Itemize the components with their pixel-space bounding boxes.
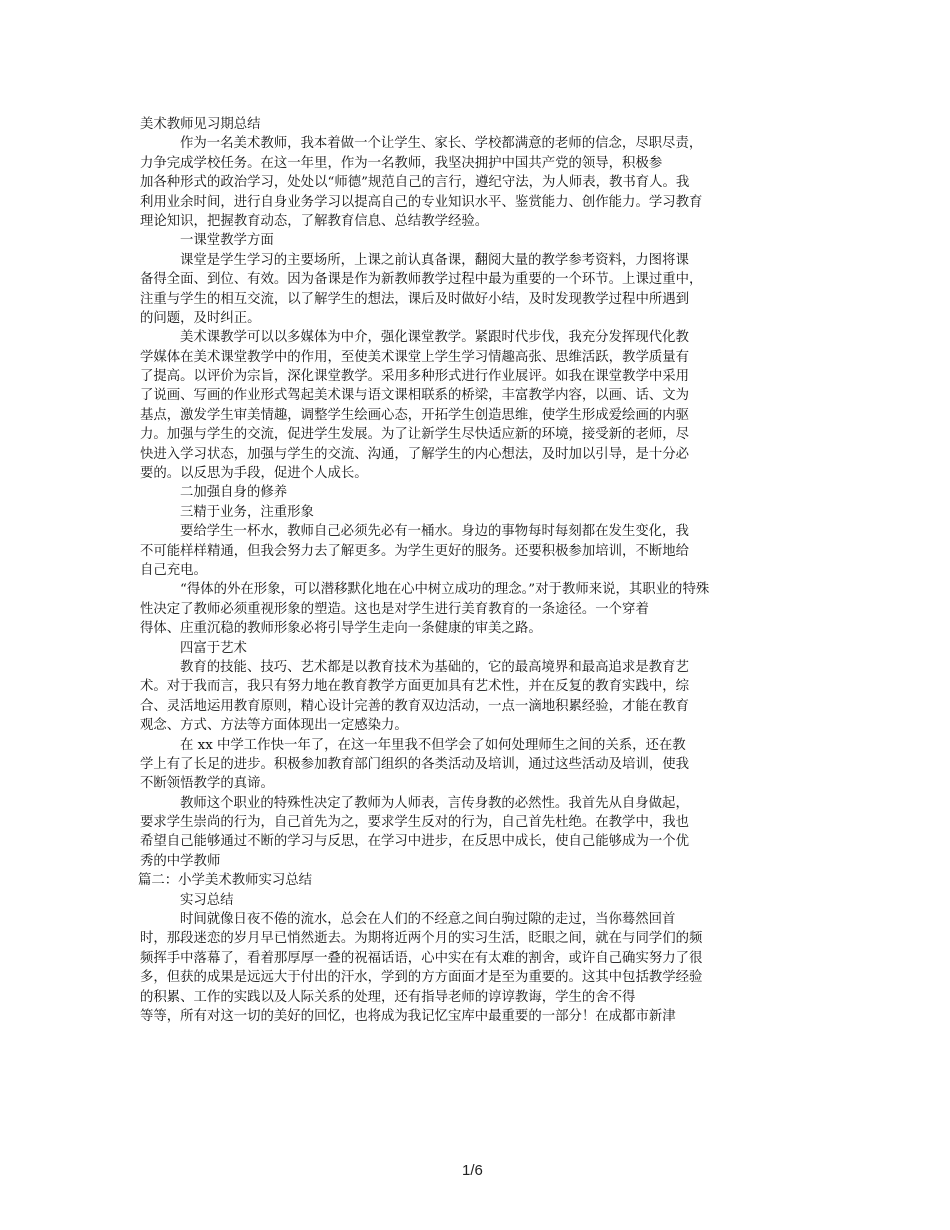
document-title: 美术教师见习期总结: [140, 117, 261, 132]
text-line: 希望自己能够通过不断的学习与反思，在学习中进步，在反思中成长，使自己能够成为一个优: [140, 834, 690, 850]
text-line: 备得全面、到位、有效。因为备课是作为新教师教学过程中最为重要的一个环节。上课过重中，: [140, 272, 703, 288]
text-line: 教师这个职业的特殊性决定了教师为人师表，言传身教的必然性。我首先从自身做起，: [180, 795, 689, 811]
text-line: 的问题，及时纠正。: [140, 310, 261, 326]
text-line: 作为一名美术教师，我本着做一个让学生、家长、学校都满意的老师的信念，尽职尽责，: [180, 136, 703, 152]
text-line: 多，但获的成果是远远大于付出的汗水，学到的方方面面才是至为重要的。这其中包括教学经验: [140, 970, 703, 986]
text-line: 秀的中学教师: [140, 853, 221, 869]
text-line: 基点，激发学生审美情趣，调整学生绘画心态，开拓学生创造思维，使学生形成爱绘画的内驱: [140, 407, 690, 423]
text-line: 不可能样样精通，但我会努力去了解更多。为学生更好的服务。还要积极参加培训，不断地给: [140, 543, 690, 559]
text-line: 学上有了长足的进步。积极参加教育部门组织的各类活动及培训，通过这些活动及培训，使我: [140, 756, 690, 772]
text-line: 二加强自身的修养: [180, 485, 288, 501]
text-line: 注重与学生的相互交流，以了解学生的想法，课后及时做好小结，及时发现教学过程中所遇到: [140, 291, 690, 307]
text-line: 要的。以反思为手段，促进个人成长。: [140, 466, 368, 482]
text-line: 要给学生一杯水，教师自己必须先必有一桶水。身边的事物每时每刻都在发生变化，我: [180, 524, 689, 540]
text-line: 时，那段迷恋的岁月早已悄然逝去。为期将近两个月的实习生活，眨眼之间，就在与同学们的频: [140, 931, 703, 947]
text-line: 力争完成学校任务。在这一年里，作为一名教师，我坚决拥护中国共产党的领导，积极参: [140, 155, 663, 171]
text-line: 四富于艺术: [180, 640, 247, 656]
text-line: 不断领悟教学的真谛。: [140, 776, 274, 792]
text-line: 三精于业务，注重形象: [180, 504, 314, 520]
text-line: 了说画、写画的作业形式驾起美术课与语文课相联系的桥梁，丰富教学内容，以画、话、文为: [140, 388, 690, 404]
text-line: 教育的技能、技巧、艺术都是以教育技术为基础的，它的最高境界和最高追求是教育艺: [180, 659, 689, 675]
text-line: 快进入学习状态，加强与学生的交流、沟通，了解学生的内心想法，及时加以引导，是十分必: [140, 446, 690, 462]
page-number: 1/6: [462, 1162, 483, 1179]
text-line: 学媒体在美术课堂教学中的作用，至使美术课堂上学生学习情趣高张、思维活跃，教学质量有: [140, 349, 690, 365]
text-line: 在 xx 中学工作快一年了，在这一年里我不但学会了如何处理师生之间的关系，还在教: [180, 737, 686, 753]
text-line: 一课堂教学方面: [180, 233, 274, 249]
text-line: 得体、庄重沉稳的教师形象必将引导学生走向一条健康的审美之路。: [140, 621, 542, 637]
text-line: 力。加强与学生的交流，促进学生发展。为了让新学生尽快适应新的环境，接受新的老师，尽: [140, 427, 690, 443]
text-line: 术。对于我而言，我只有努力地在教育教学方面更加具有艺术性，并在反复的教育实践中，综: [140, 679, 690, 695]
document-body: [140, 115, 760, 1026]
text-line: 理论知识，把握教育动态，了解教育信息、总结教学经验。: [140, 213, 489, 229]
text-line: 观念、方式、方法等方面体现出一定感染力。: [140, 718, 408, 734]
text-line: 利用业余时间，进行自身业务学习以提高自己的专业知识水平、鉴赏能力、创作能力。学习教育: [140, 194, 703, 210]
text-line: 课堂是学生学习的主要场所，上课之前认真备课，翻阅大量的教学参考资料，力图将课: [180, 252, 689, 268]
text-line: 合、灵活地运用教育原则，精心设计完善的教育双边活动，一点一滴地积累经验，才能在教育: [140, 698, 690, 714]
text-line: 自己充电。: [140, 562, 207, 578]
text-line: “得体的外在形象，可以潜移默化地在心中树立成功的理念。”对于教师来说，其职业的特殊: [180, 582, 710, 598]
text-line: 要求学生崇尚的行为，自己首先为之，要求学生反对的行为，自己首先杜绝。在教学中，我也: [140, 815, 690, 831]
text-line: 了提高。以评价为宗旨，深化课堂教学。采用多种形式进行作业展评。如我在课堂教学中采用: [140, 369, 690, 385]
text-line: 加各种形式的政治学习，处处以“师德”规范自己的言行，遵纪守法，为人师表，教书育人。我: [140, 175, 690, 191]
text-line: 频挥手中落幕了，看着那厚厚一叠的祝福话语，心中实在有太难的割舍，或许自己确实努力了很: [140, 950, 703, 966]
text-line: 等等，所有对这一切的美好的回忆，也将成为我记忆宝库中最重要的一部分！在成都市新津: [140, 1008, 676, 1024]
text-line: 实习总结: [180, 892, 234, 908]
text-line: 篇二：小学美术教师实习总结: [138, 873, 313, 889]
text-line: 美术课教学可以以多媒体为中介，强化课堂教学。紧跟时代步伐，我充分发挥现代化教: [180, 330, 689, 346]
text-line: 的积累、工作的实践以及人际关系的处理，还有指导老师的谆谆教诲，学生的舍不得: [140, 989, 636, 1005]
text-line: 时间就像日夜不倦的流水，总会在人们的不经意之间白驹过隙的走过，当你蓦然回首: [180, 912, 676, 928]
text-line: 性决定了教师必须重视形象的塑造。这也是对学生进行美育教育的一条途径。一个穿着: [140, 601, 649, 617]
